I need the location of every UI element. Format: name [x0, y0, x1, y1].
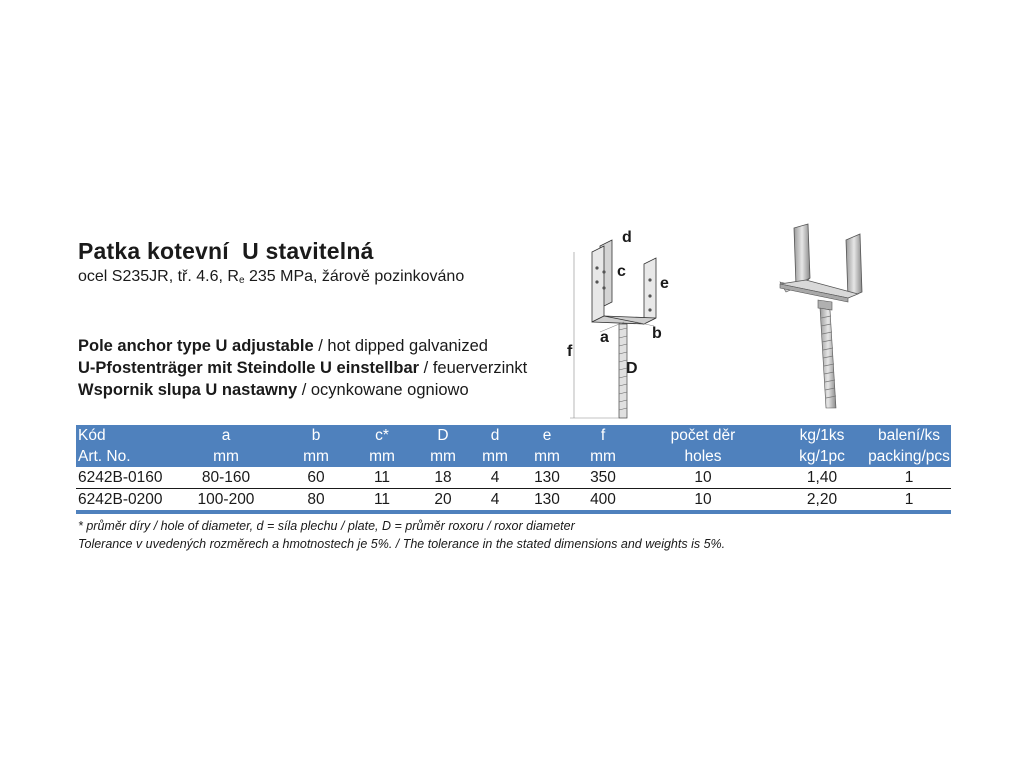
table-header-row — [76, 446, 951, 467]
material-spec — [78, 268, 464, 286]
table-cell: 1,40 — [777, 467, 867, 489]
material-spec-text-end: 235 MPa, žárově pozinkováno — [244, 268, 465, 285]
name-en — [78, 337, 488, 356]
col-unit: mm — [281, 446, 351, 467]
table-cell: 130 — [517, 467, 577, 489]
col-unit: kg/1pc — [777, 446, 867, 467]
table-cell: 80-160 — [171, 467, 281, 489]
col-header: e — [517, 425, 577, 446]
table-cell: 400 — [577, 489, 629, 513]
table-cell: 10 — [629, 467, 777, 489]
table-cell: 100-200 — [171, 489, 281, 513]
table-row — [76, 467, 951, 489]
hole-mark — [595, 266, 598, 269]
hole-mark — [602, 270, 605, 273]
col-header: c* — [351, 425, 413, 446]
hole-mark — [648, 278, 651, 281]
table-cell: 130 — [517, 489, 577, 513]
table-cell: 11 — [351, 489, 413, 513]
material-spec-subscript: e — [238, 275, 245, 286]
col-header: D — [413, 425, 473, 446]
material-spec-text: ocel S235JR, tř. 4.6, R — [78, 268, 239, 285]
product-title: Patka kotevní U stavitelná — [78, 238, 374, 264]
hole-mark — [595, 280, 598, 283]
col-header: b — [281, 425, 351, 446]
table-cell: 1 — [867, 467, 951, 489]
dimension-diagram — [566, 222, 678, 422]
name-en-bold: Pole anchor type U adjustable — [78, 337, 314, 355]
label-b: b — [652, 325, 662, 342]
footnote-tolerance: Tolerance v uvedených rozměrech a hmotnostech je 5%. / The tolerance in the stated dimensions and weights is 5%. — [78, 537, 726, 551]
label-c: c — [617, 263, 626, 280]
hole-mark — [602, 286, 605, 289]
spec-table — [76, 425, 951, 514]
col-unit: mm — [473, 446, 517, 467]
table-cell: 20 — [413, 489, 473, 513]
table-cell: 18 — [413, 467, 473, 489]
col-header: f — [577, 425, 629, 446]
name-en-rest: / hot dipped galvanized — [313, 337, 488, 355]
col-header: Kód — [76, 425, 171, 446]
col-unit: mm — [413, 446, 473, 467]
table-cell: 1 — [867, 489, 951, 513]
label-f: f — [567, 343, 573, 360]
name-de — [78, 359, 569, 378]
col-unit: mm — [351, 446, 413, 467]
col-unit: holes — [629, 446, 777, 467]
name-de-rest: / feuerverzinkt — [419, 359, 528, 377]
col-header: kg/1ks — [777, 425, 867, 446]
name-pl — [78, 381, 469, 400]
col-header: d — [473, 425, 517, 446]
label-e: e — [660, 275, 669, 292]
col-unit: Art. No. — [76, 446, 171, 467]
table-cell: 80 — [281, 489, 351, 513]
table-cell: 4 — [473, 489, 517, 513]
table-header-row — [76, 425, 951, 446]
table-cell: 2,20 — [777, 489, 867, 513]
col-unit: mm — [577, 446, 629, 467]
col-header: a — [171, 425, 281, 446]
table-cell: 60 — [281, 467, 351, 489]
table-cell: 11 — [351, 467, 413, 489]
col-unit: mm — [517, 446, 577, 467]
col-header: balení/ks — [867, 425, 951, 446]
label-D: D — [626, 360, 638, 377]
name-pl-rest: / ocynkowane ogniowo — [297, 381, 469, 399]
footnote-diameter: * průměr díry / hole of diameter, d = síla plechu / plate, D = průměr roxoru / roxor diameter — [78, 519, 575, 533]
table-cell: 4 — [473, 467, 517, 489]
col-header: počet děr — [629, 425, 777, 446]
name-de-bold: U-Pfostenträger mit Steindolle U einstellbar — [78, 359, 420, 377]
table-row — [76, 489, 951, 513]
table-cell: 6242B-0160 — [76, 467, 171, 489]
hole-mark — [648, 308, 651, 311]
label-a: a — [600, 329, 609, 346]
name-pl-bold: Wspornik slupa U nastawny — [78, 381, 298, 399]
col-unit: mm — [171, 446, 281, 467]
product-photo — [766, 222, 876, 412]
label-d: d — [622, 229, 632, 246]
table-cell: 10 — [629, 489, 777, 513]
col-unit: packing/pcs — [867, 446, 951, 467]
table-cell: 6242B-0200 — [76, 489, 171, 513]
table-cell: 350 — [577, 467, 629, 489]
hole-mark — [648, 294, 651, 297]
